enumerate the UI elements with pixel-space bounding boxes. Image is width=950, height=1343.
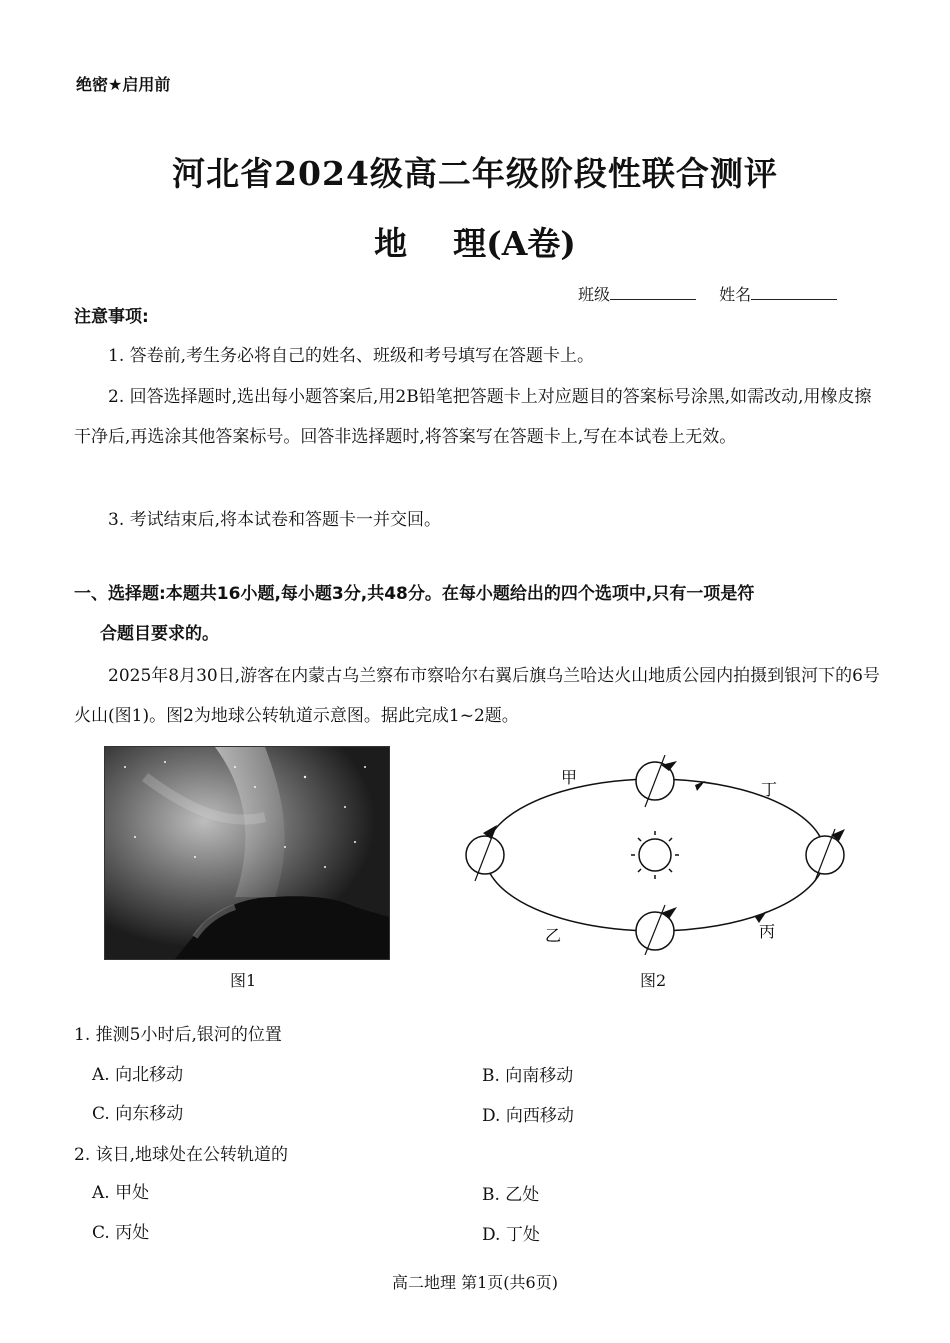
material-text: 2025年8月30日,游客在内蒙古乌兰察布市察哈尔右翼后旗乌兰哈达火山地质公园内拍摄到银河下的6号火山(图1)。图2为地球公转轨道示意图。据此完成1~2题。	[74, 666, 880, 726]
page-footer: 高二地理 第1页(共6页)	[392, 1273, 558, 1292]
milky-way-photo	[104, 746, 390, 960]
name-label: 姓名	[719, 285, 752, 304]
notice-item-1: 1. 答卷前,考生务必将自己的姓名、班级和考号填写在答题卡上。	[108, 346, 595, 366]
earth-right	[806, 829, 845, 881]
section-heading-line2: 合题目要求的。	[100, 624, 219, 644]
milky-way-photo-graphic	[105, 747, 389, 959]
question-1-option-a[interactable]: A. 向北移动	[92, 1065, 184, 1085]
exam-title: 河北省2024级高二年级阶段性联合测评	[172, 154, 778, 193]
notice-item-3: 3. 考试结束后,将本试卷和答题卡一并交回。	[108, 510, 442, 530]
earth-bottom	[636, 905, 677, 955]
question-2-option-d[interactable]: D. 丁处	[482, 1225, 540, 1245]
question-1-stem: 1. 推测5小时后,银河的位置	[74, 1025, 282, 1045]
section-heading-line1: 一、选择题:本题共16小题,每小题3分,共48分。在每小题给出的四个选项中,只有一项是符	[74, 584, 755, 604]
earth-top	[636, 755, 677, 807]
sun-icon	[631, 831, 679, 879]
subject-title	[0, 218, 950, 265]
notice-title: 注意事项:	[74, 307, 149, 327]
notice-item-2: 2. 回答选择题时,选出每小题答案后,用2B铅笔把答题卡上对应题目的答案标号涂黑,如需改动,用橡皮擦干净后,再选涂其他答案标号。回答非选择题时,将答案写在答题卡上,写在本试卷上无效。	[74, 387, 872, 447]
section-heading	[74, 574, 882, 654]
label-jia: 甲	[561, 768, 578, 787]
class-blank[interactable]	[610, 285, 696, 300]
label-bing: 丙	[759, 922, 776, 941]
question-1-option-c[interactable]: C. 向东移动	[92, 1104, 184, 1124]
orbit-ellipse	[485, 779, 825, 931]
question-2-option-c[interactable]: C. 丙处	[92, 1223, 150, 1243]
question-2-option-a[interactable]: A. 甲处	[92, 1183, 150, 1203]
label-ding: 丁	[761, 780, 778, 799]
name-blank[interactable]	[751, 285, 837, 300]
student-info-fields	[578, 282, 855, 305]
label-yi: 乙	[545, 926, 562, 945]
figure2-caption: 图2	[640, 971, 667, 990]
question-2-stem: 2. 该日,地球处在公转轨道的	[74, 1145, 289, 1165]
figure1-caption: 图1	[230, 971, 257, 990]
subject-title-part2: 理(A卷)	[453, 224, 576, 263]
class-label: 班级	[578, 285, 611, 304]
secret-label: 绝密★启用前	[76, 75, 171, 94]
question-2-option-b[interactable]: B. 乙处	[482, 1185, 540, 1205]
orbit-arrow-top	[695, 781, 705, 791]
orbit-diagram	[455, 755, 855, 955]
question-1-option-d[interactable]: D. 向西移动	[482, 1106, 574, 1126]
question-1-option-b[interactable]: B. 向南移动	[482, 1066, 574, 1086]
earth-left	[466, 825, 504, 881]
subject-title-part1: 地	[374, 224, 408, 263]
